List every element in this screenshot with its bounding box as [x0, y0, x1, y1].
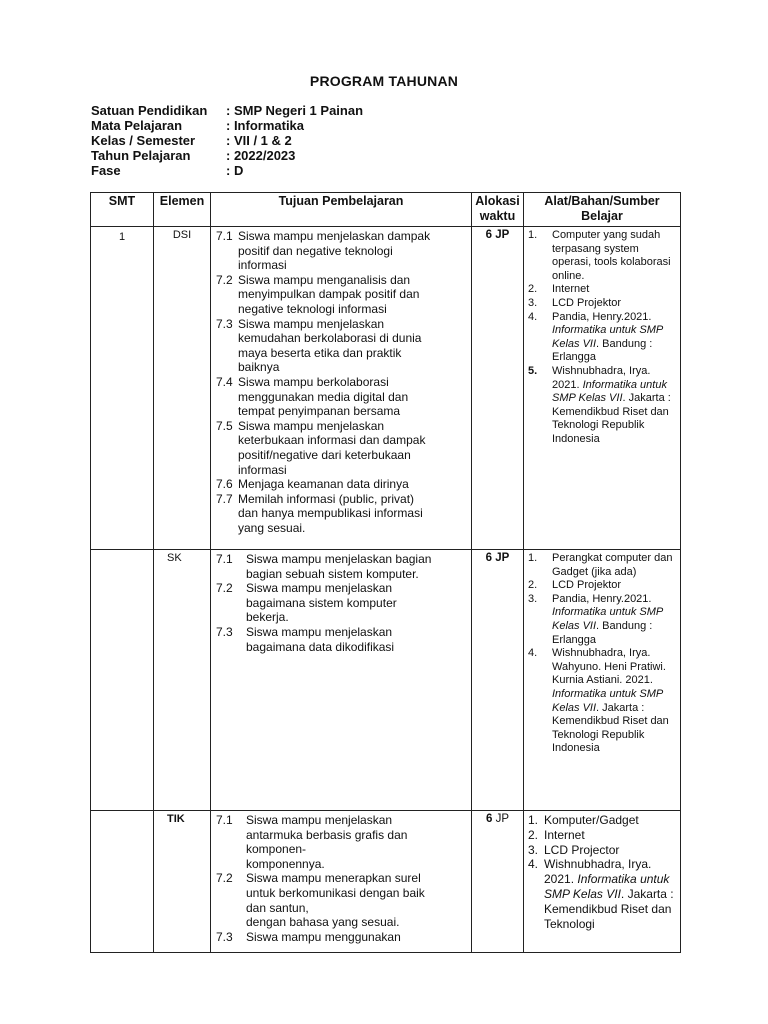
cell-smt [91, 550, 154, 811]
meta-value: : D [226, 163, 244, 178]
goal-line [216, 433, 467, 448]
header-alokasi [472, 193, 524, 227]
goal-number [216, 302, 238, 317]
goal-number: 7.1 [216, 813, 233, 827]
resource-text-part: . Jakarta : Kemendikbud Riset dan Teknologi Republik Indonesia [552, 392, 671, 445]
goal-number [216, 287, 238, 302]
goal-line [216, 375, 467, 390]
goal-text: menggunakan media digital dan [238, 389, 409, 404]
goal-line [216, 813, 467, 828]
goal-text: dan santun, [246, 900, 309, 915]
goal-number [216, 463, 238, 478]
goal-text: keterbukaan informasi dan dampak [238, 433, 426, 448]
resource-text-part: . Jakarta : Kemendikbud Riset dan Teknologi Republik Indonesia [552, 701, 669, 755]
goal-text: komponennya. [246, 856, 325, 871]
goal-line [216, 244, 467, 259]
meta-row [91, 118, 363, 133]
resource-text-part: LCD Projektor [552, 296, 622, 309]
goal-line [216, 448, 467, 463]
goal-line [216, 828, 467, 843]
goal-line [216, 404, 467, 419]
goal-text: untuk berkomunikasi dengan baik [246, 885, 425, 900]
resource-item [528, 857, 676, 931]
goal-line [216, 857, 467, 872]
resource-item [528, 229, 676, 283]
resource-text [552, 283, 676, 297]
cell-resources [524, 811, 681, 953]
cell-resources [524, 227, 681, 550]
meta-label: Fase [91, 163, 121, 178]
meta-label: Mata Pelajaran [91, 118, 183, 133]
table-header-row [91, 193, 681, 227]
goal-text: positif/negative dari keterbukaan [238, 447, 411, 462]
resource-item [528, 843, 676, 858]
goal-text: kemudahan berkolaborasi di dunia [238, 331, 422, 346]
goal-number: 7.4 [216, 374, 233, 389]
resource-text-part: Internet [552, 283, 590, 296]
resource-text [552, 311, 676, 365]
cell-elemen: TIK [154, 811, 211, 953]
meta-row [91, 103, 363, 118]
goal-text: informasi [238, 258, 287, 273]
goal-text: Siswa mampu menerapkan surel [246, 871, 421, 886]
meta-value: : SMP Negeri 1 Painan [226, 103, 364, 118]
cell-smt [91, 811, 154, 953]
resource-item [528, 579, 676, 593]
goal-text: Memilah informasi (public, privat) [238, 491, 415, 506]
meta-row [91, 133, 363, 148]
resource-text [552, 297, 676, 311]
resource-text [552, 647, 676, 756]
resource-text-part: Perangkat computer dan Gadget (jika ada) [552, 552, 673, 578]
header-alat-line1: Alat/Bahan/Sumber [544, 194, 660, 208]
resource-text-part: . Jakarta : Kemendikbud Riset dan Teknologi [544, 886, 674, 931]
goal-line [216, 581, 467, 596]
meta-value: : Informatika [226, 118, 305, 133]
resource-number: 1. [528, 813, 539, 827]
goal-line [216, 273, 467, 288]
cell-elemen: SK [154, 550, 211, 811]
goal-text: Siswa mampu menggunakan [246, 929, 401, 944]
header-alat-line2: Belajar [581, 209, 623, 223]
goal-text: komponen- [246, 842, 307, 857]
goal-text: maya beserta etika dan praktik [238, 345, 402, 360]
alokasi-value: 6 [485, 552, 493, 564]
document-meta [91, 103, 363, 178]
cell-tujuan [211, 227, 472, 550]
goal-line [216, 317, 467, 332]
resource-number: 2. [528, 579, 538, 592]
goal-line [216, 360, 467, 375]
goal-text: menyimpulkan dampak positif dan [238, 287, 420, 302]
goal-number [216, 346, 238, 361]
resource-text-part: Pandia, Henry.2021. [552, 310, 652, 323]
resource-list [528, 813, 676, 931]
resource-item [528, 311, 676, 365]
resource-text [552, 365, 676, 447]
resource-number: 4. [528, 857, 539, 872]
resource-item [528, 593, 676, 647]
table-row [91, 227, 681, 550]
alokasi-value: 6 [485, 813, 493, 825]
goal-line [216, 229, 467, 244]
header-elemen: Elemen [154, 193, 211, 227]
resource-number: 4. [528, 647, 538, 660]
cell-tujuan [211, 550, 472, 811]
goal-text: informasi [238, 462, 287, 477]
resource-item [528, 283, 676, 297]
resource-text-part: LCD Projector [544, 842, 620, 857]
goal-text: bekerja. [246, 610, 289, 625]
goal-line [216, 610, 467, 625]
resource-text [552, 593, 676, 647]
header-smt: SMT [91, 193, 154, 227]
header-tujuan: Tujuan Pembelajaran [211, 193, 472, 227]
program-table [90, 192, 681, 953]
goal-number [216, 331, 238, 346]
goal-number: 7.7 [216, 491, 233, 506]
goal-number [216, 886, 246, 901]
goal-number [216, 506, 238, 521]
goal-line [216, 886, 467, 901]
goal-text: antarmuka berbasis grafis dan [246, 827, 408, 842]
resource-book-title: Informatika untuk SMP Kelas VII [552, 378, 667, 405]
goal-text: Siswa mampu menjelaskan dampak [238, 229, 431, 243]
alokasi-unit: JP [495, 229, 510, 241]
resource-number: 3. [528, 592, 538, 605]
goal-number [216, 448, 238, 463]
resource-item [528, 813, 676, 828]
resource-number: 1. [528, 552, 538, 564]
resource-item [528, 297, 676, 311]
alokasi-unit: JP [495, 813, 510, 825]
resource-number: 5. [528, 364, 538, 377]
meta-value: : 2022/2023 [226, 148, 296, 163]
goal-text: Siswa mampu menjelaskan [246, 813, 393, 827]
goal-line [216, 287, 467, 302]
goal-text: bagaimana sistem komputer [246, 595, 397, 610]
goal-number [216, 857, 246, 872]
alokasi-value: 6 [485, 229, 493, 241]
resource-number: 2. [528, 283, 538, 296]
meta-row [91, 163, 363, 178]
goal-line [216, 915, 467, 930]
resource-text-part: Pandia, Henry.2021. [552, 592, 652, 605]
cell-alokasi [472, 550, 524, 811]
goal-number: 7.2 [216, 871, 233, 886]
goal-line [216, 596, 467, 611]
resource-number: 4. [528, 310, 538, 323]
resource-number: 3. [528, 842, 539, 857]
header-alokasi-line2: waktu [479, 209, 516, 223]
resource-list [528, 229, 676, 447]
resource-list [528, 552, 676, 756]
goal-number: 7.3 [216, 929, 233, 944]
goal-text: Siswa mampu menganalisis dan [238, 272, 411, 287]
goal-text: Siswa mampu menjelaskan [246, 624, 393, 639]
goal-line [216, 640, 467, 655]
resource-text [544, 843, 676, 858]
goal-line [216, 463, 467, 478]
resource-book-title: Informatika untuk SMP Kelas VII [552, 606, 663, 632]
goal-text: yang sesuai. [238, 520, 306, 535]
goal-line [216, 346, 467, 361]
goal-number [216, 640, 246, 655]
resource-item [528, 828, 676, 843]
meta-label: Satuan Pendidikan [91, 103, 208, 118]
resource-number: 3. [528, 296, 538, 309]
goal-number: 7.5 [216, 418, 233, 433]
resource-text [552, 579, 676, 593]
goal-line [216, 552, 467, 567]
goal-number: 7.3 [216, 624, 233, 639]
goal-number: 7.1 [216, 552, 233, 566]
resource-number: 1. [528, 229, 538, 241]
meta-label: Tahun Pelajaran [91, 148, 191, 163]
alokasi-unit: JP [495, 552, 510, 564]
goal-line [216, 302, 467, 317]
goal-line [216, 477, 467, 492]
resource-text-part: Wishnubhadra, Irya. Wahyuno. Heni Pratiwi. Kurnia Astiani. 2021. [552, 647, 666, 687]
cell-tujuan [211, 811, 472, 953]
resource-item [528, 552, 676, 579]
header-alokasi-line1: Alokasi [475, 194, 520, 208]
resource-text-part: Wishnubhadra, Irya. 2021. [552, 364, 651, 391]
goal-line [216, 842, 467, 857]
cell-smt: 1 [91, 227, 154, 550]
goal-number [216, 258, 238, 273]
goal-line [216, 567, 467, 582]
goal-number [216, 360, 238, 375]
resource-text-part: Wishnubhadra, Irya. 2021. [544, 857, 652, 887]
resource-text [544, 828, 676, 843]
goal-number [216, 610, 246, 625]
table-row [91, 811, 681, 953]
goal-number [216, 404, 238, 419]
resource-text [544, 857, 676, 931]
goal-text: Siswa mampu berkolaborasi [238, 374, 389, 389]
goal-number: 7.6 [216, 477, 233, 492]
goal-line [216, 871, 467, 886]
resource-text-part: LCD Projektor [552, 579, 622, 592]
cell-elemen: DSI [154, 227, 211, 550]
meta-value: : VII / 1 & 2 [226, 133, 292, 148]
goal-text: Siswa mampu menjelaskan bagian [246, 552, 432, 566]
goal-text: dengan bahasa yang sesuai. [246, 915, 400, 930]
header-alat [524, 193, 681, 227]
meta-row [91, 148, 363, 163]
resource-book-title: Informatika untuk SMP Kelas VII [552, 687, 663, 714]
goal-line [216, 901, 467, 916]
goal-text: dan hanya mempublikasi informasi [238, 506, 423, 521]
goal-text: Siswa mampu menjelaskan [238, 418, 385, 433]
goal-number [216, 433, 238, 448]
goal-number [216, 521, 238, 536]
goal-number: 7.3 [216, 316, 233, 331]
goal-text: Menjaga keamanan data dirinya [238, 477, 409, 492]
goal-number [216, 901, 246, 916]
goal-number: 7.2 [216, 272, 233, 287]
resource-book-title: Informatika untuk SMP Kelas VII [544, 872, 670, 901]
table-row [91, 550, 681, 811]
goal-line [216, 506, 467, 521]
goal-line [216, 258, 467, 273]
goal-line [216, 625, 467, 640]
goal-line [216, 521, 467, 536]
resource-book-title: Informatika untuk SMP Kelas VII [552, 324, 663, 350]
goal-number [216, 596, 246, 611]
resource-number: 2. [528, 827, 539, 842]
goal-number: 7.2 [216, 581, 233, 596]
goal-number [216, 828, 246, 843]
goal-text: tempat penyimpanan bersama [238, 404, 401, 419]
cell-resources [524, 550, 681, 811]
goal-number [216, 567, 246, 582]
goal-line [216, 492, 467, 507]
resource-text-part: . Bandung : Erlangga [552, 337, 653, 364]
resource-item [528, 365, 676, 447]
resource-text-part: Computer yang sudah terpasang system operasi, tools kolaborasi online. [552, 229, 671, 282]
goal-number [216, 244, 238, 259]
goal-number [216, 390, 238, 405]
goal-number: 7.1 [216, 229, 233, 243]
goal-line [216, 930, 467, 945]
goal-text: Siswa mampu menjelaskan [246, 581, 393, 596]
goal-text: positif dan negative teknologi [238, 243, 393, 258]
goal-number [216, 915, 246, 930]
goal-text: bagaimana data dikodifikasi [246, 639, 395, 654]
goal-text: negative teknologi informasi [238, 301, 387, 316]
resource-text [552, 552, 676, 579]
cell-alokasi [472, 811, 524, 953]
resource-text-part: Internet [544, 827, 585, 842]
cell-alokasi [472, 227, 524, 550]
meta-label: Kelas / Semester [91, 133, 196, 148]
resource-item [528, 647, 676, 756]
resource-text-part: . Bandung : Erlangga [552, 619, 653, 646]
goal-line [216, 331, 467, 346]
goal-text: bagian sebuah sistem komputer. [246, 566, 419, 581]
resource-text [544, 813, 676, 828]
goal-line [216, 390, 467, 405]
goal-number [216, 842, 246, 857]
resource-text [552, 229, 676, 283]
resource-text-part: Komputer/Gadget [544, 813, 639, 827]
document-title: PROGRAM TAHUNAN [309, 73, 459, 89]
goal-text: Siswa mampu menjelaskan [238, 316, 385, 331]
goal-text: baiknya [238, 360, 280, 375]
goal-line [216, 419, 467, 434]
